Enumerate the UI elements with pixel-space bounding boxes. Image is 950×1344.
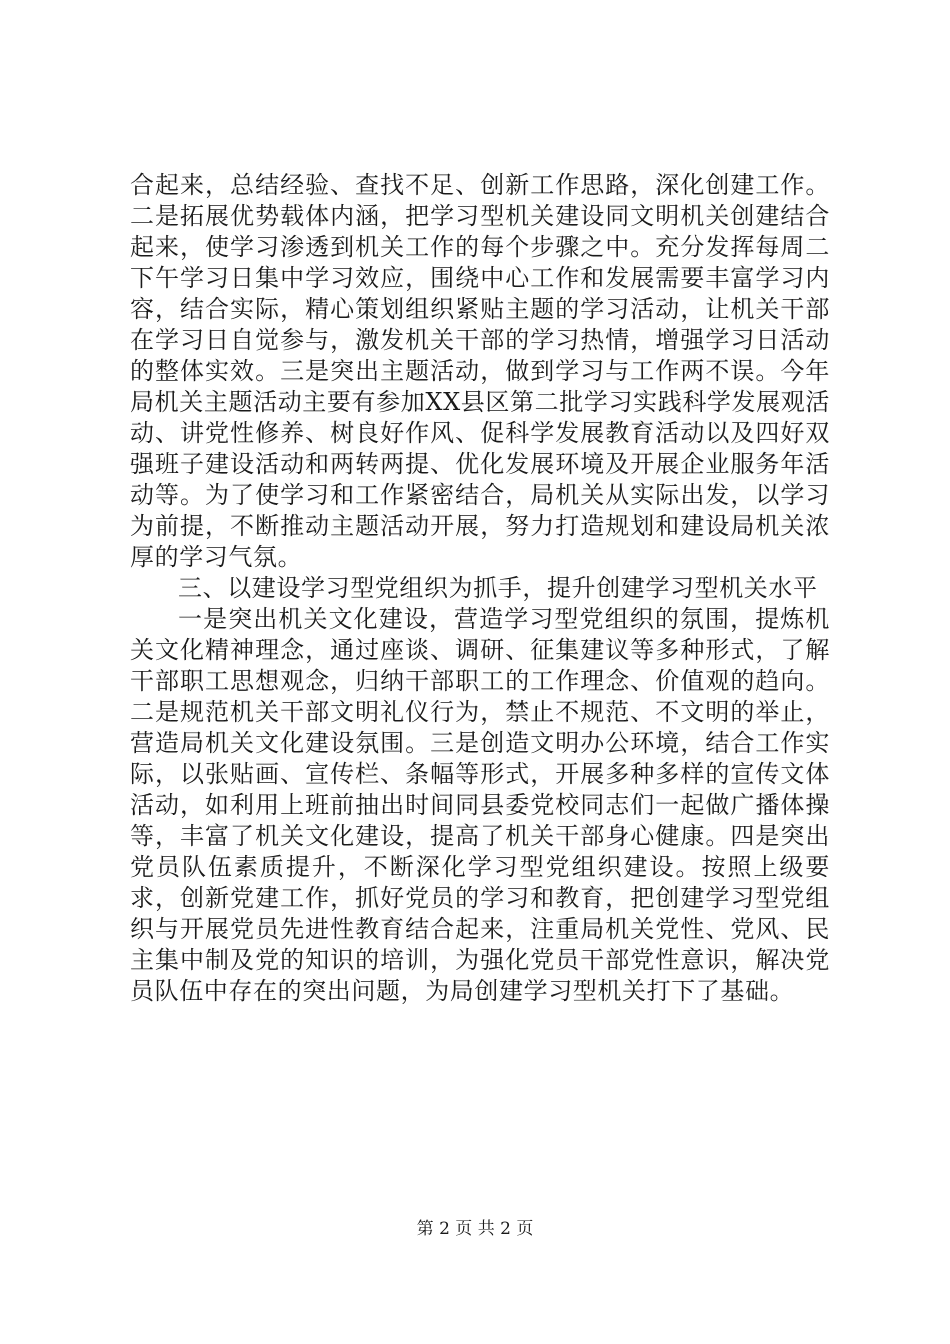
section-heading: 三、以建设学习型党组织为抓手，提升创建学习型机关水平 xyxy=(178,574,818,602)
paragraph-section-three: 一是突出机关文化建设，营造学习型党组织的氛围，提炼机关文化精神理念，通过座谈、调研、征集建议等多种形式，了解干部职工思想观念，归纳干部职工的工作理念、价值观的趋向。二是规范机关干部文明礼仪行为，禁止不规范、不文明的举止，营造局机关文化建设氛围。三是创造文明办公环境，结合工作实际，以张贴画、宣传栏、条幅等形式，开展多种多样的宣传文体活动，如利用上班前抽出时间同县委党校同志们一起做广播体操等，丰富了机关文化建设，提高了机关干部身心健康。四是突出党员队伍素质提升，不断深化学习型党组织建设。按照上级要求，创新党建工作，抓好党员的学习和教育，把创建学习型党组织与开展党员先进性教育结合起来，注重局机关党性、党风、民主集中制及党的知识的培训，为强化党员干部党性意识，解决党员队伍中存在的突出问题，为局创建学习型机关打下了基础。 xyxy=(130,605,830,1005)
document-body xyxy=(130,170,830,1007)
paragraph-continuation: 合起来，总结经验、查找不足、创新工作思路，深化创建工作。二是拓展优势载体内涵，把学习型机关建设同文明机关创建结合起来，使学习渗透到机关工作的每个步骤之中。充分发挥每周二下午学习日集中学习效应，围绕中心工作和发展需要丰富学习内容，结合实际，精心策划组织紧贴主题的学习活动，让机关干部在学习日自觉参与，激发机关干部的学习热情，增强学习日活动的整体实效。三是突出主题活动，做到学习与工作两不误。今年局机关主题活动主要有参加XX县区第二批学习实践科学发展观活动、讲党性修养、树良好作风、促科学发展教育活动以及四好双强班子建设活动和两转两提、优化发展环境及开展企业服务年活动等。为了使学习和工作紧密结合，局机关从实际出发，以学习为前提，不断推动主题活动开展，努力打造规划和建设局机关浓厚的学习气氛。 xyxy=(130,171,830,571)
page-number: 第 2 页 共 2 页 xyxy=(416,1219,534,1239)
